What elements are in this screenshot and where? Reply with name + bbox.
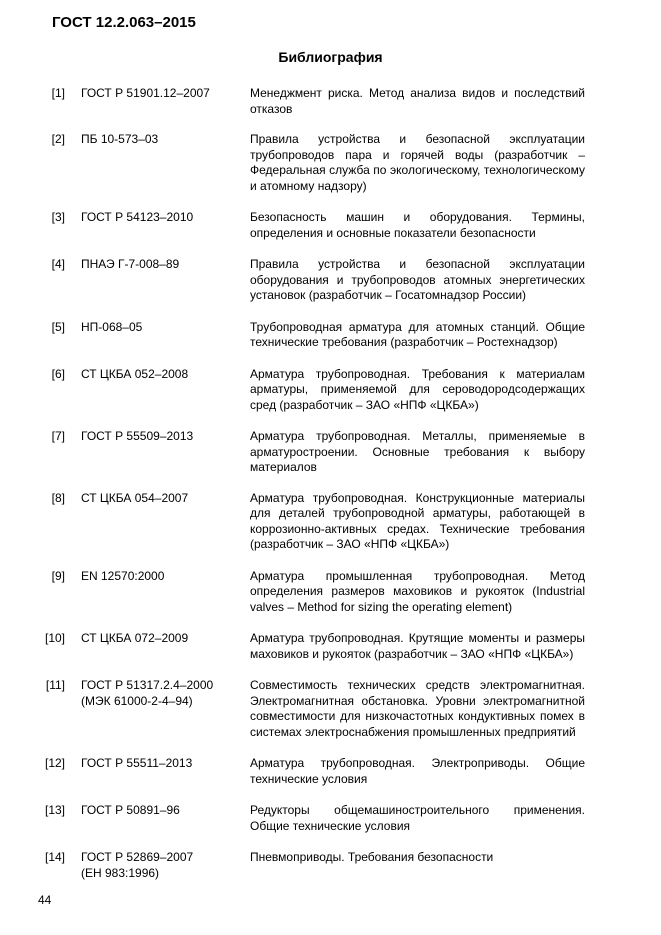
entry-number: [11] [45,678,65,692]
entry-number: [12] [44,756,65,770]
entry-number: [5] [51,319,65,334]
entry-code-line: ПНАЭ Г-7-008–89 [81,257,180,271]
entry-code [68,803,250,819]
page-number: 44 [38,893,52,907]
entry-code-line: ГОСТ Р 52869–2007 [81,850,194,864]
bibliography-entry [0,429,661,476]
entry-code [68,569,250,585]
entry-code [68,678,250,709]
entry-description: Арматура трубопроводная. Крутящие моменты и размеры маховиков и рукояток (разработчик – ЗАО «НПФ «ЦКБА») [250,631,585,661]
entry-number: [4] [51,257,65,271]
bibliography-entry [0,86,661,117]
bibliography-entry [0,320,661,351]
entry-code-line: ГОСТ Р 54123–2010 [81,210,194,224]
entry-code-line: ГОСТ Р 51317.2.4–2000 [81,678,214,692]
entry-description: Безопасность машин и оборудования. Термины, определения и основные показатели безопасности [250,210,585,240]
entry-number: [2] [51,132,65,146]
entry-code-line: СТ ЦКБА 054–2007 [81,490,189,505]
entry-description: Редукторы общемашиностроительного применения. Общие технические условия [250,803,585,833]
entry-code [68,756,250,772]
entry-code-line: НП-068–05 [81,319,143,334]
entry-code [68,210,250,226]
entry-description: Правила устройства и безопасной эксплуатации трубопроводов пара и горячей воды (разработчик – Федеральная служба по экологическому, технологическому и атомному надзору) [250,132,585,193]
entry-number: [3] [51,210,65,224]
entry-description: Арматура трубопроводная. Электроприводы. Общие технические условия [250,756,585,786]
entry-code-line: ГОСТ Р 50891–96 [81,803,180,817]
entry-code [68,320,250,336]
bibliography-entry [0,491,661,553]
entry-number: [13] [44,803,65,817]
entry-code-line: ПБ 10-573–03 [81,132,159,146]
bibliography-entry [0,569,661,616]
bibliography-entry [0,756,661,787]
bibliography-list [0,86,661,897]
entry-code [68,850,250,881]
entry-code [68,367,250,383]
entry-number: [14] [44,850,65,864]
entry-description: Пневмоприводы. Требования безопасности [250,850,494,864]
entry-number: [9] [51,568,65,583]
bibliography-entry [0,850,661,881]
entry-code [68,86,250,102]
entry-description: Арматура трубопроводная. Конструкционные материалы для деталей трубопроводной арматуры, работающей в коррозионно-активных средах. Технические требования (разработчик – ЗАО «НПФ «ЦКБА») [250,490,585,551]
entry-code-line: ГОСТ Р 51901.12–2007 [81,86,210,100]
entry-number: [1] [51,86,65,100]
entry-code-line: СТ ЦКБА 052–2008 [81,366,189,381]
bibliography-entry [0,257,661,304]
bibliography-entry [0,367,661,414]
entry-number: [7] [51,429,65,443]
bibliography-entry [0,210,661,241]
entry-code-line: СТ ЦКБА 072–2009 [81,631,189,645]
entry-code-line: ГОСТ Р 55511–2013 [81,756,193,770]
entry-number: [8] [51,490,65,505]
document-header: ГОСТ 12.2.063–2015 [52,14,196,31]
entry-code [68,631,250,647]
bibliography-heading: Библиография [278,49,383,65]
entry-description: Арматура трубопроводная. Требования к материалам арматуры, применяемой для сероводородсодержащих сред (разработчик – ЗАО «НПФ «ЦКБА») [250,366,585,412]
entry-code [68,257,250,273]
bibliography-entry [0,631,661,662]
entry-number: [6] [51,366,65,381]
bibliography-entry [0,132,661,194]
entry-code-line: EN 12570:2000 [81,568,165,583]
entry-code-line: (ЕН 983:1996) [81,865,160,880]
bibliography-entry [0,678,661,740]
entry-code [68,491,250,507]
entry-description: Арматура трубопроводная. Металлы, применяемые в арматуростроении. Основные требования к выбору материалов [250,429,585,474]
entry-code-line: ГОСТ Р 55509–2013 [81,429,194,443]
entry-code-line: (МЭК 61000-2-4–94) [81,693,193,708]
entry-description: Правила устройства и безопасной эксплуатации оборудования и трубопроводов атомных энергетических установок (разработчик – Госатомнадзор России) [250,257,585,302]
entry-description: Трубопроводная арматура для атомных станций. Общие технические требования (разработчик – Ростехнадзор) [250,319,585,349]
entry-code [68,132,250,148]
entry-number: [10] [44,631,65,645]
entry-code [68,429,250,445]
entry-description: Совместимость технических средств электромагнитная. Электромагнитная обстановка. Уровни электромагнитной совместимости для низкочастотных кондуктивных помех в системах электроснабжения промышленных предприятий [250,678,585,739]
entry-description: Менеджмент риска. Метод анализа видов и последствий отказов [250,86,585,116]
page-title [0,49,661,65]
bibliography-entry [0,803,661,834]
entry-description: Арматура промышленная трубопроводная. Метод определения размеров маховиков и рукояток (Industrial valves – Method for sizing the operating element) [250,568,585,614]
